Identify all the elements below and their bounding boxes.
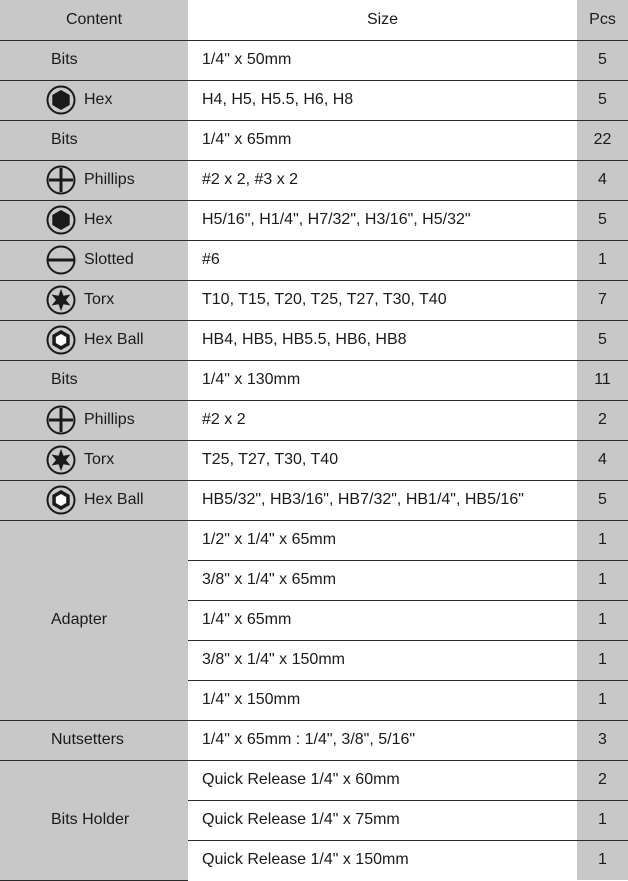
row-content-label: Bits (51, 131, 78, 148)
hex-icon (46, 85, 76, 115)
row-pcs: 1 (577, 680, 628, 720)
table-row (0, 40, 628, 80)
table-row (0, 160, 628, 200)
row-size: #2 x 2 (188, 400, 577, 440)
row-pcs: 5 (577, 40, 628, 80)
table-row (0, 320, 628, 360)
row-size: H5/16", H1/4", H7/32", H3/16", H5/32" (188, 200, 577, 240)
row-content-label: Bits (51, 51, 78, 68)
row-pcs: 5 (577, 200, 628, 240)
phillips-icon (46, 405, 76, 435)
torx-icon (46, 285, 76, 315)
row-content-label: Bits (51, 371, 78, 388)
row-size: Quick Release 1/4" x 75mm (188, 800, 577, 840)
torx-icon (46, 445, 76, 475)
row-pcs: 1 (577, 640, 628, 680)
row-size: 1/4" x 65mm (188, 600, 577, 640)
row-pcs: 2 (577, 760, 628, 800)
row-content-label: Hex (84, 91, 113, 108)
row-content-label: Torx (84, 451, 115, 468)
row-content-label: Slotted (84, 251, 134, 268)
row-size: T10, T15, T20, T25, T27, T30, T40 (188, 280, 577, 320)
row-size: 1/4" x 65mm : 1/4", 3/8", 5/16" (188, 720, 577, 760)
row-pcs: 3 (577, 720, 628, 760)
row-size: T25, T27, T30, T40 (188, 440, 577, 480)
row-pcs: 4 (577, 160, 628, 200)
row-pcs: 1 (577, 840, 628, 880)
hex-ball-icon (46, 325, 76, 355)
row-size: 1/4" x 65mm (188, 120, 577, 160)
table-row (0, 200, 628, 240)
row-content-label: Hex Ball (84, 331, 144, 348)
table-row (0, 280, 628, 320)
row-pcs: 1 (577, 600, 628, 640)
header-size: Size (188, 0, 577, 40)
row-size: Quick Release 1/4" x 150mm (188, 840, 577, 880)
table-row (0, 440, 628, 480)
row-size: #6 (188, 240, 577, 280)
row-content-label: Phillips (84, 411, 135, 428)
table-row (0, 240, 628, 280)
row-pcs: 1 (577, 520, 628, 560)
row-pcs: 7 (577, 280, 628, 320)
row-pcs: 5 (577, 320, 628, 360)
row-content-label: Phillips (84, 171, 135, 188)
hex-ball-icon (46, 485, 76, 515)
table-row (0, 520, 628, 560)
row-pcs: 5 (577, 480, 628, 520)
row-pcs: 22 (577, 120, 628, 160)
slotted-icon (46, 245, 76, 275)
row-size: Quick Release 1/4" x 60mm (188, 760, 577, 800)
table-header-row (0, 0, 628, 40)
row-pcs: 2 (577, 400, 628, 440)
hex-icon (46, 205, 76, 235)
table-row (0, 720, 628, 760)
table-row (0, 360, 628, 400)
table-row (0, 120, 628, 160)
table-row (0, 480, 628, 520)
row-size: 1/4" x 130mm (188, 360, 577, 400)
header-pcs: Pcs (577, 0, 628, 40)
row-content-label: Torx (84, 291, 115, 308)
row-pcs: 11 (577, 360, 628, 400)
row-content-label: Hex (84, 211, 113, 228)
row-size: 3/8" x 1/4" x 65mm (188, 560, 577, 600)
row-pcs: 1 (577, 240, 628, 280)
table-row (0, 760, 628, 800)
header-content: Content (0, 0, 188, 40)
row-content-label: Hex Ball (84, 491, 144, 508)
table-row (0, 80, 628, 120)
row-pcs: 4 (577, 440, 628, 480)
row-pcs: 1 (577, 800, 628, 840)
row-size: HB4, HB5, HB5.5, HB6, HB8 (188, 320, 577, 360)
row-size: 3/8" x 1/4" x 150mm (188, 640, 577, 680)
row-size: 1/2" x 1/4" x 65mm (188, 520, 577, 560)
adapter-label: Adapter (51, 611, 108, 628)
row-size: 1/4" x 150mm (188, 680, 577, 720)
bits-holder-label: Bits Holder (51, 811, 130, 828)
row-size: H4, H5, H5.5, H6, H8 (188, 80, 577, 120)
phillips-icon (46, 165, 76, 195)
row-size: #2 x 2, #3 x 2 (188, 160, 577, 200)
row-pcs: 5 (577, 80, 628, 120)
table-row (0, 400, 628, 440)
row-size: 1/4" x 50mm (188, 40, 577, 80)
row-size: HB5/32", HB3/16", HB7/32", HB1/4", HB5/16" (188, 480, 577, 520)
row-pcs: 1 (577, 560, 628, 600)
nutsetters-label: Nutsetters (51, 731, 124, 748)
